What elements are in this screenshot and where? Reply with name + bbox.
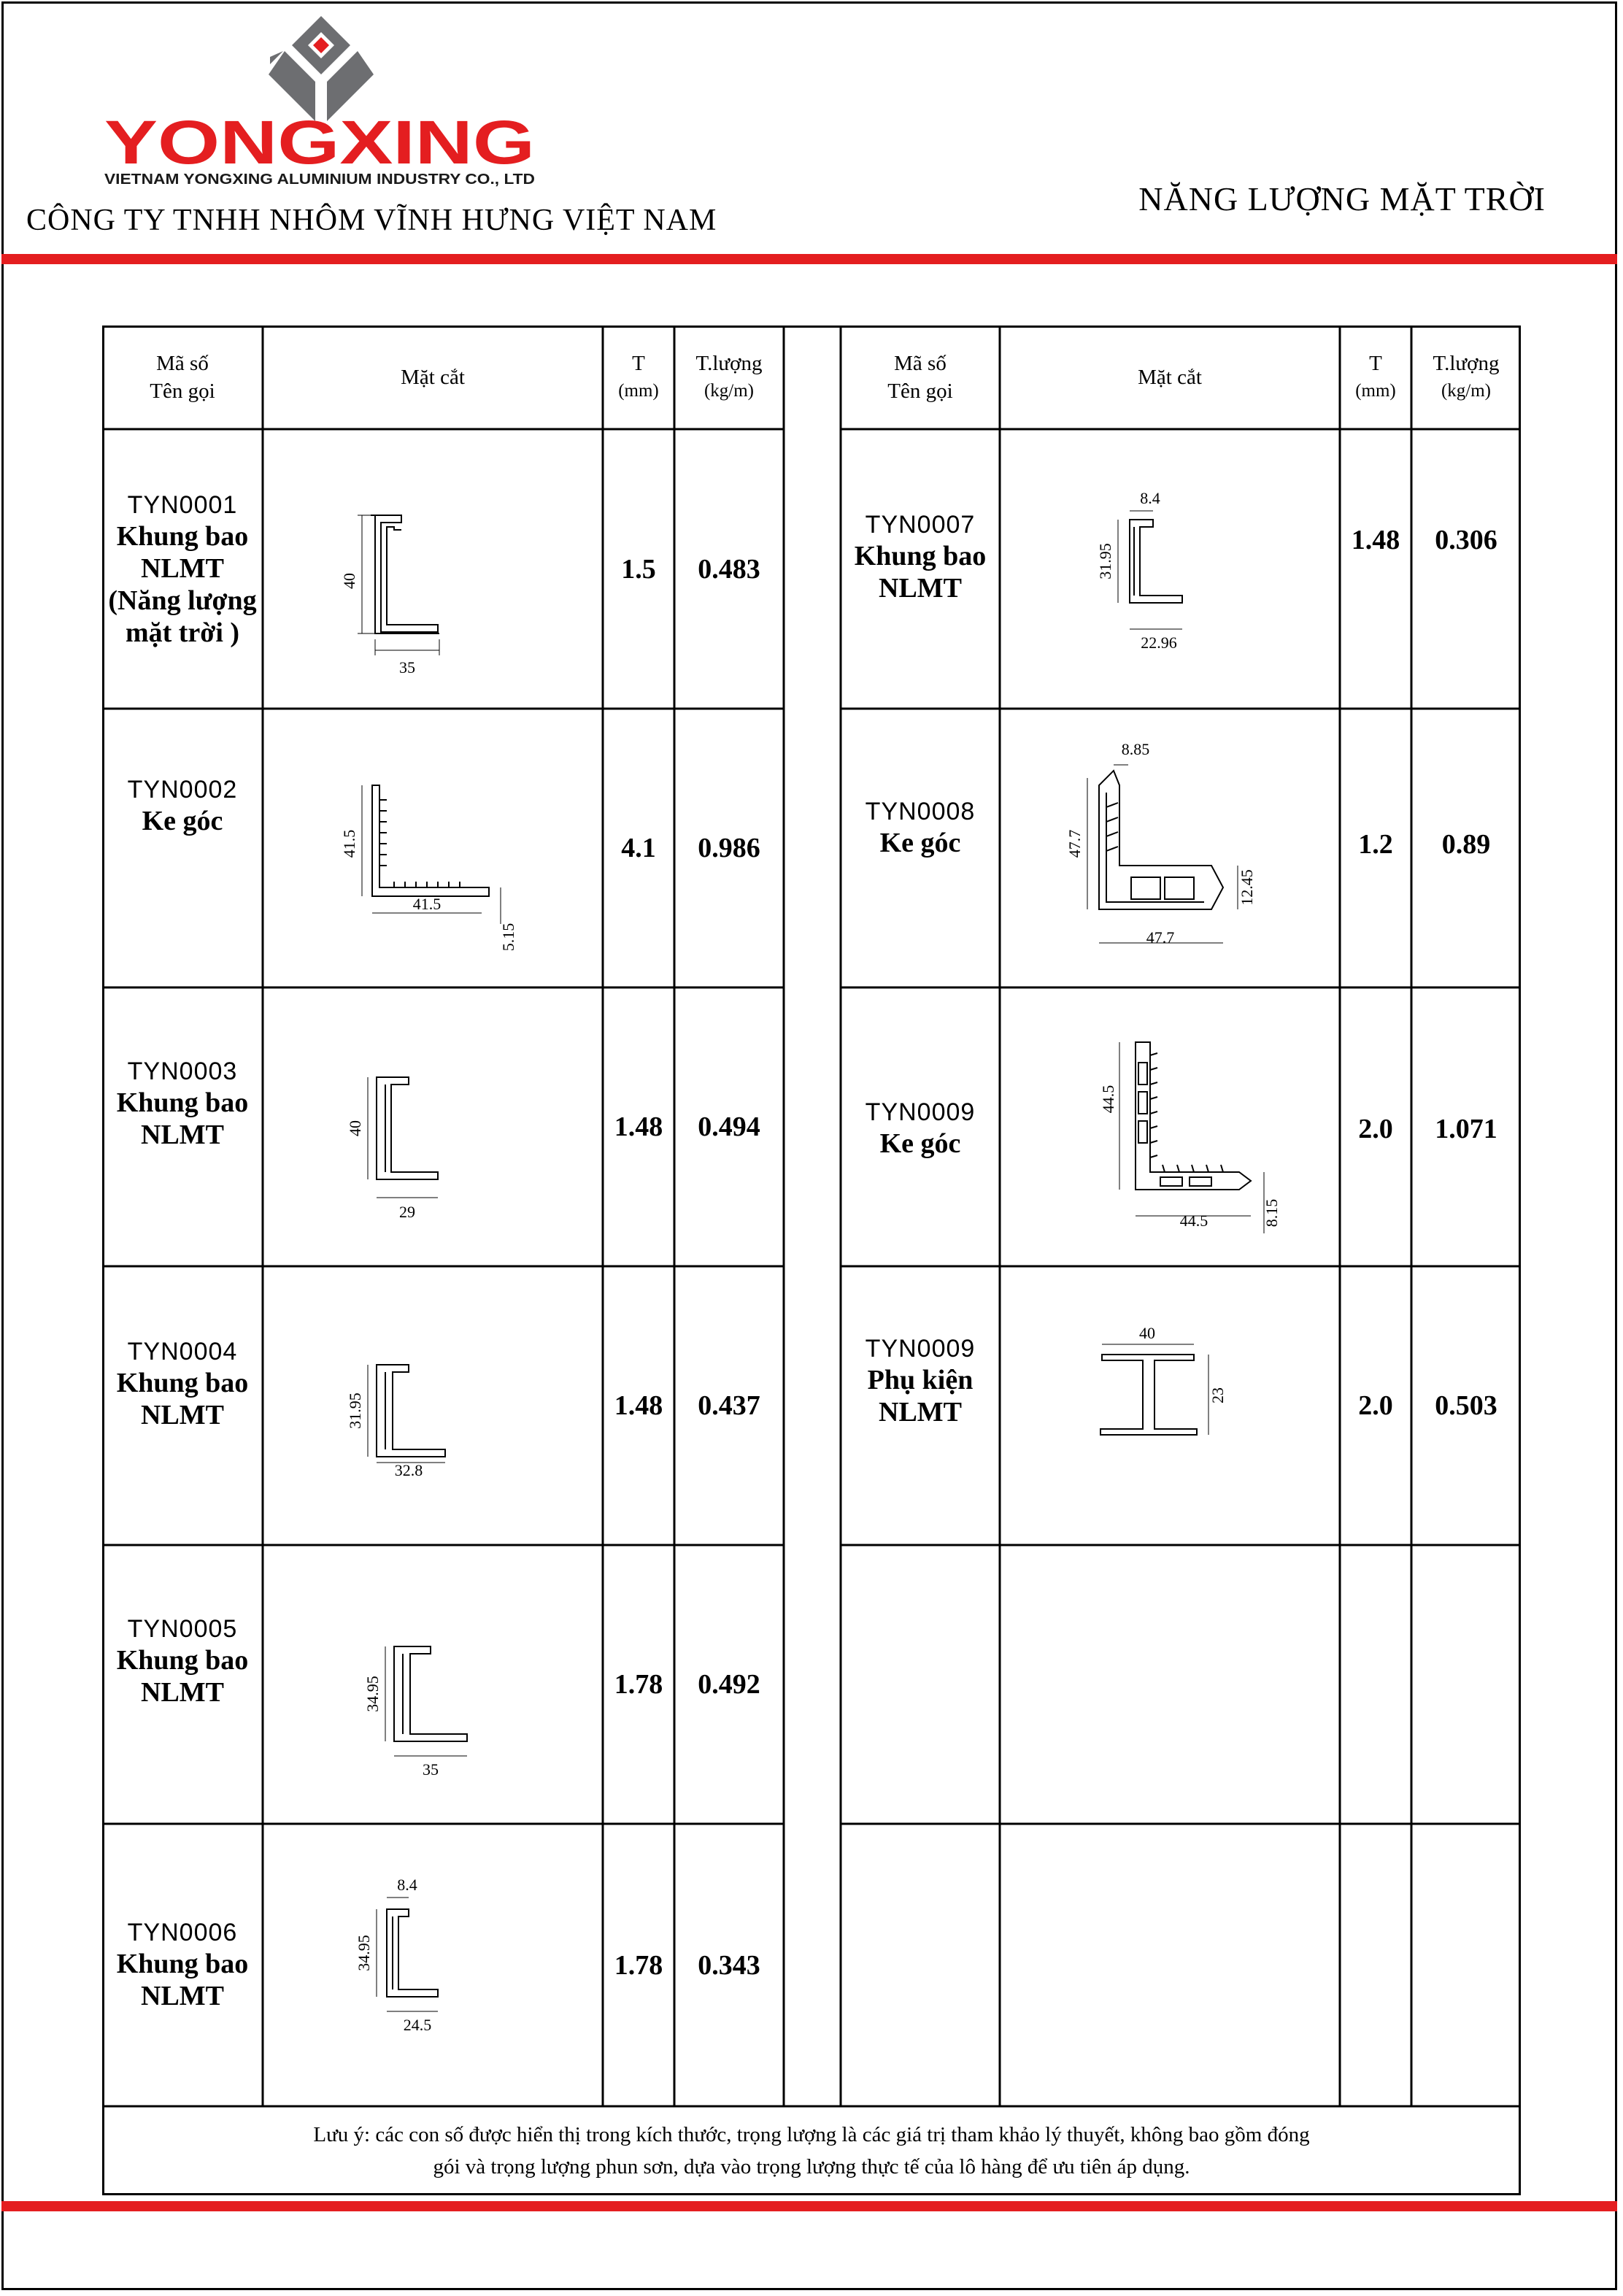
logo-diamond-icon — [269, 16, 374, 121]
thickness-value: 2.0 — [1358, 1390, 1393, 1421]
note-line-1: Lưu ý: các con số được hiển thị trong kích thước, trọng lượng là các giá trị tham khảo lý thuyết, không bao gồm đóng — [313, 2123, 1310, 2146]
svg-text:47.7: 47.7 — [1065, 829, 1084, 858]
profile-drawing-tyn0002 — [336, 778, 525, 953]
weight-value: 0.494 — [698, 1112, 760, 1142]
weight-value: 0.89 — [1441, 829, 1491, 860]
disclaimer-note — [102, 2106, 1521, 2195]
thickness-value: 2.0 — [1358, 1114, 1393, 1144]
svg-text:34.95: 34.95 — [363, 1676, 382, 1712]
svg-text:40: 40 — [1139, 1324, 1155, 1342]
table-row-code: TYN0005 Khung bao NLMT — [116, 1615, 249, 1708]
weight-value: 0.986 — [698, 833, 760, 863]
thickness-value: 1.78 — [614, 1949, 663, 1981]
header-name-label: Tên gọi — [150, 380, 215, 403]
svg-text:8.15: 8.15 — [1262, 1198, 1281, 1228]
profile-drawing-tyn0004 — [346, 1347, 518, 1493]
profile-drawing-tyn0007 — [1095, 486, 1255, 661]
thickness-value: 4.1 — [621, 833, 656, 863]
svg-text:32.8: 32.8 — [394, 1461, 423, 1479]
svg-text:8.85: 8.85 — [1121, 740, 1150, 758]
section-title: NĂNG LƯỢNG MẶT TRỜI — [1138, 180, 1546, 217]
svg-text:35: 35 — [399, 658, 415, 677]
thickness-value: 1.48 — [614, 1390, 663, 1421]
table-row-code: TYN0007 Khung bao NLMT — [854, 511, 987, 604]
thickness-value: 1.2 — [1358, 829, 1393, 860]
table-grid — [102, 325, 1521, 2195]
svg-text:31.95: 31.95 — [346, 1392, 364, 1429]
weight-value: 0.483 — [698, 553, 760, 585]
header-section-right: Mặt cắt — [1138, 366, 1202, 389]
thickness-value: 1.78 — [614, 1669, 663, 1700]
table-row-code: TYN0004 Khung bao NLMT — [116, 1338, 249, 1430]
brand-subtitle: VIETNAM YONGXING ALUMINIUM INDUSTRY CO., LTD — [104, 172, 535, 188]
svg-text:29: 29 — [399, 1203, 415, 1221]
svg-text:41.5: 41.5 — [340, 829, 358, 858]
svg-text:12.45: 12.45 — [1238, 869, 1256, 906]
table-row-code: TYN0009 Phụ kiện NLMT — [865, 1335, 976, 1428]
weight-value: 0.437 — [698, 1390, 760, 1421]
thickness-value: 1.48 — [614, 1112, 663, 1142]
svg-text:24.5: 24.5 — [403, 2016, 432, 2034]
svg-text:41.5: 41.5 — [412, 895, 442, 913]
profile-drawing-tyn0003 — [346, 1063, 511, 1223]
weight-value: 0.503 — [1435, 1390, 1497, 1421]
company-name: CÔNG TY TNHH NHÔM VĨNH HƯNG VIỆT NAM — [26, 204, 717, 237]
profile-drawing-tyn0008 — [1058, 734, 1299, 953]
header-weight-right: T.lượng (kg/m) — [1433, 352, 1500, 401]
thickness-value: 1.5 — [621, 553, 656, 585]
weight-value: 1.071 — [1435, 1114, 1497, 1144]
weight-value: 0.492 — [698, 1669, 760, 1700]
svg-text:44.5: 44.5 — [1099, 1085, 1117, 1114]
weight-value: 0.343 — [698, 1949, 760, 1981]
catalog-table — [102, 325, 1521, 2195]
header-section-left: Mặt cắt — [401, 366, 465, 389]
svg-text:8.4: 8.4 — [397, 1876, 417, 1894]
svg-text:8.4: 8.4 — [1140, 489, 1160, 507]
header-code-right: Mã số Tên gọi — [887, 352, 953, 403]
brand-wordmark: YONGXING — [104, 108, 535, 177]
profile-drawing-tyn0009-accessory — [1080, 1325, 1292, 1471]
header-weight-left: T.lượng (kg/m) — [695, 352, 763, 401]
table-row-code: TYN0006 Khung bao NLMT — [116, 1919, 249, 2011]
yongxing-logo — [88, 13, 555, 188]
table-row-code: TYN0009 Ke góc — [865, 1098, 976, 1159]
header-thickness-left: T (mm) — [618, 352, 659, 401]
thickness-value: 1.48 — [1351, 525, 1400, 555]
svg-text:34.95: 34.95 — [355, 1935, 373, 1971]
weight-value: 0.306 — [1435, 525, 1497, 555]
table-row-code: TYN0002 Ke góc — [127, 776, 238, 836]
svg-text:5.15: 5.15 — [499, 922, 517, 952]
svg-text:35: 35 — [423, 1760, 439, 1779]
svg-text:40: 40 — [340, 573, 358, 589]
svg-text:31.95: 31.95 — [1096, 543, 1114, 579]
svg-text:47.7: 47.7 — [1146, 928, 1175, 947]
profile-drawing-tyn0006 — [355, 1873, 504, 2062]
profile-drawing-tyn0005 — [365, 1639, 525, 1785]
table-row-code: TYN0003 Khung bao NLMT — [116, 1058, 249, 1150]
top-red-divider — [1, 254, 1617, 264]
header-code-left — [102, 325, 263, 429]
svg-text:22.96: 22.96 — [1141, 633, 1177, 652]
bottom-red-divider — [1, 2201, 1617, 2211]
table-row-code: TYN0001 Khung bao NLMT (Năng lượng mặt trời ) — [108, 490, 257, 648]
svg-text:23: 23 — [1208, 1387, 1227, 1403]
header-code-label: Mã số — [156, 352, 209, 375]
svg-text:40: 40 — [346, 1120, 364, 1136]
profile-drawing-tyn0001 — [340, 501, 518, 677]
profile-drawing-tyn0009-corner — [1065, 1026, 1299, 1245]
header-thickness-right: T (mm) — [1355, 352, 1396, 401]
table-row-code: TYN0008 Ke góc — [865, 798, 976, 858]
note-line-2: gói và trọng lượng phun sơn, dựa vào trọng lượng thực tế của lô hàng để ưu tiên áp dụng. — [433, 2155, 1190, 2178]
svg-text:44.5: 44.5 — [1179, 1211, 1208, 1230]
